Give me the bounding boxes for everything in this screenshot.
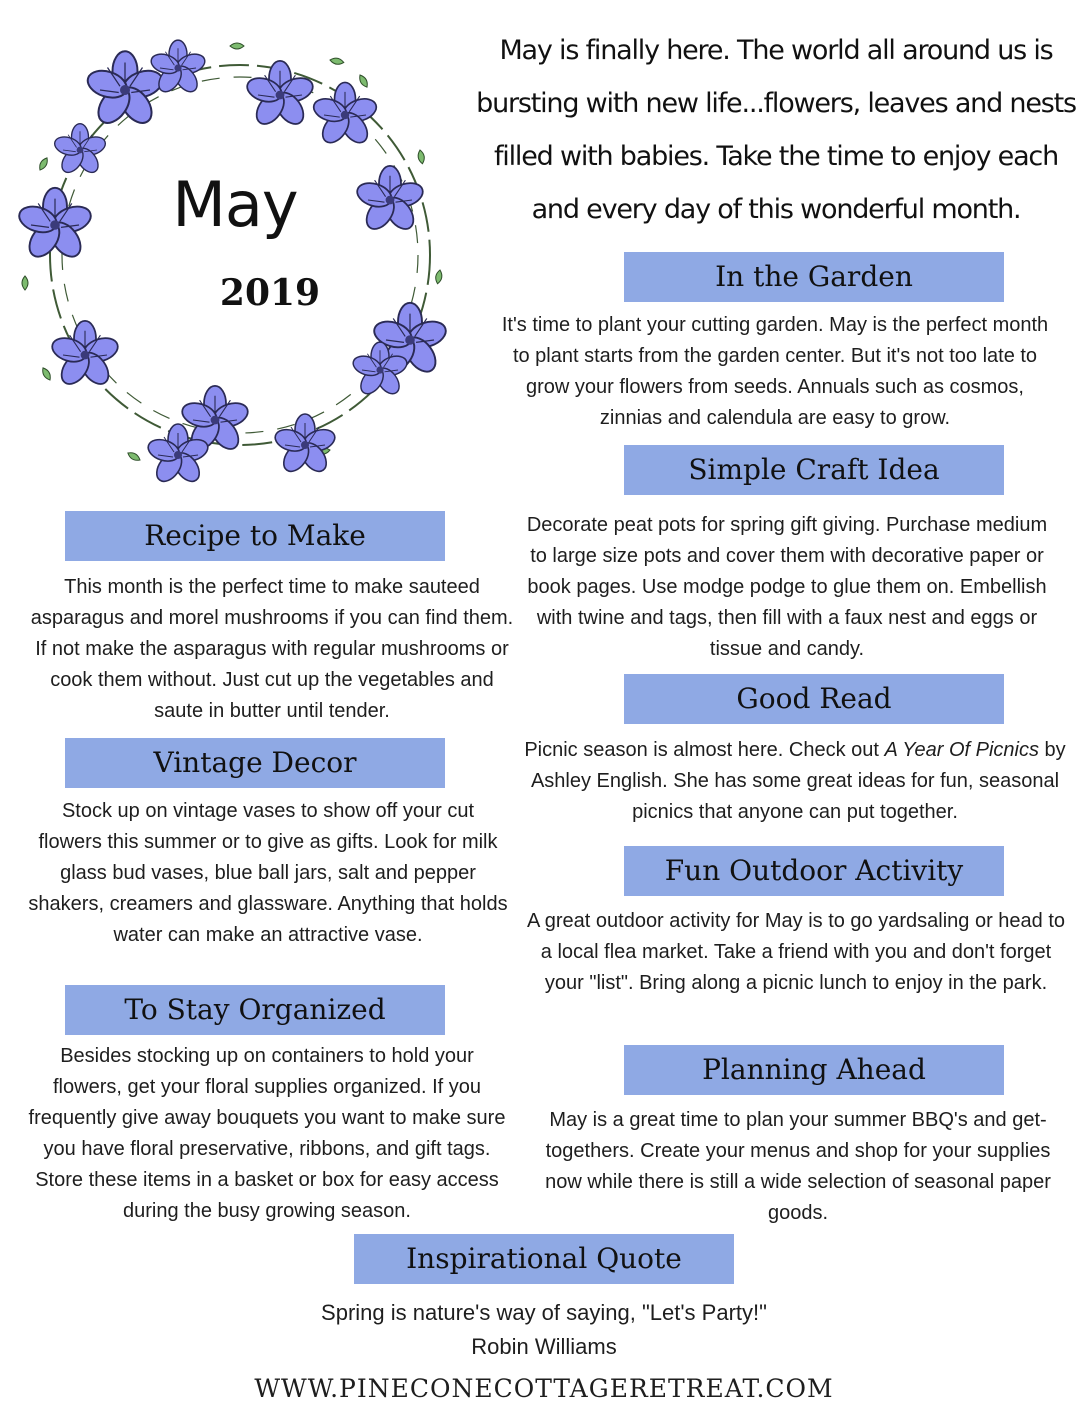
read-text-after: by Ashley English. She has some great ideas for fun, seasonal picnics that anyone can put together. [530,739,1066,823]
flower-wreath-illustration [0,20,480,490]
read-book-title: A Year Of Picnics [884,739,1039,761]
organized-text: Besides stocking up on containers to hold your flowers, get your floral supplies organized. If you frequently give away bouquets you want to make sure you have floral preservative, ribbons, and gift tags. Store these items in a basket or box for easy access during the busy growing season. [28,1045,506,1222]
planning-heading: Planning Ahead [624,1045,1004,1095]
quote-heading: Inspirational Quote [354,1234,734,1284]
recipe-text: This month is the perfect time to make sauteed asparagus and morel mushrooms if you can find them. If not make the asparagus with regular mushrooms or cook them without. Just cut up the vegetables and saute in butter until tender. [30,576,514,722]
year-title: 2019 [219,272,321,314]
quote-author: Robin Williams [471,1334,617,1359]
garden-text: It's time to plant your cutting garden. May is the perfect month to plant starts from the garden center. But it's not too late to grow your flowers from seeds. Annuals such as cosmos, zinnias and calendula are easy to grow. [501,314,1049,429]
month-title: May [172,168,298,241]
planning-text: May is a great time to plan your summer BBQ's and get-togethers. Create your menus and shop for your supplies now while there is still a wide selection of seasonal paper goods. [545,1109,1051,1224]
outdoor-heading: Fun Outdoor Activity [624,846,1004,896]
craft-heading: Simple Craft Idea [624,445,1004,495]
decor-text: Stock up on vintage vases to show off your cut flowers this summer or to give as gifts. Look for milk glass bud vases, blue ball jars, salt and pepper shakers, creamers and glassware. Anything that holds water can make an attractive vase. [28,800,508,946]
wreath-flowers [16,40,449,486]
wreath-leaves [22,43,443,463]
website-url[interactable]: WWW.PINECONECOTTAGERETREAT.COM [254,1374,834,1403]
craft-text: Decorate peat pots for spring gift giving. Purchase medium to large size pots and cover them with decorative paper or book pages. Use modge podge to glue them on. Embellish with twine and tags, then fill with a faux nest and eggs or tissue and candy. [526,514,1048,660]
outdoor-text: A great outdoor activity for May is to go yardsaling or head to a local flea market. Take a friend with you and don't forget your "list". Bring along a picnic lunch to enjoy in the park. [526,910,1066,994]
read-text [522,735,1068,828]
organized-heading: To Stay Organized [65,985,445,1035]
quote-block [200,1296,888,1364]
decor-heading: Vintage Decor [65,738,445,788]
intro-text: May is finally here. The world all around us is bursting with new life...flowers, leaves and nests filled with babies. Take the time to enjoy each and every day of this wonderful month. [476,35,1076,225]
read-text-before: Picnic season is almost here. Check out [524,739,885,761]
quote-text: Spring is nature's way of saying, "Let's Party!" [321,1300,767,1325]
recipe-heading: Recipe to Make [65,511,445,561]
garden-heading: In the Garden [624,252,1004,302]
read-heading: Good Read [624,674,1004,724]
